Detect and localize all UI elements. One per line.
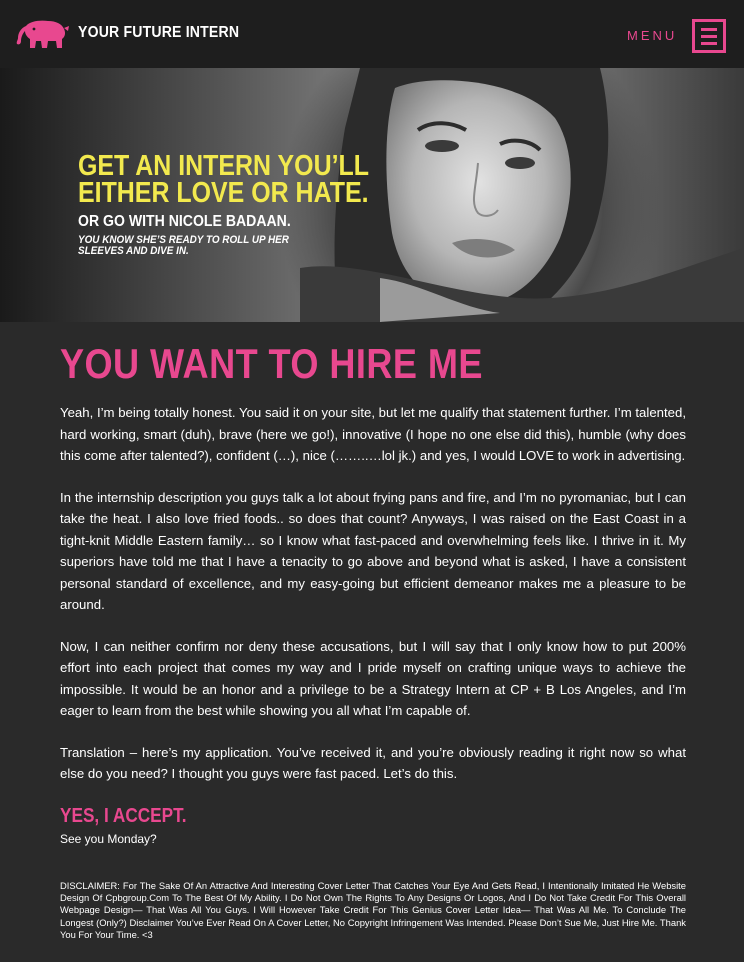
hero-title-line-2: EITHER LOVE OR HATE. <box>78 177 369 209</box>
hero-tagline: YOU KNOW SHE’S READY TO ROLL UP HER SLEEVES AND DIVE IN. <box>78 234 289 257</box>
paragraph: Yeah, I’m being totally honest. You said it on your site, but let me qualify that statement further. I’m talented, hard working, smart (duh), brave (here we go!), innovative (I hope no one else did this), humble (why does this come after talented?), confident (…), nice (……..…lol jk.) and yes, I would LOVE to work in advertising. <box>60 405 686 463</box>
elephant-icon[interactable] <box>14 18 70 50</box>
hero-subtitle: OR GO WITH NICOLE BADAAN. <box>78 213 291 230</box>
hero-title-line-1: GET AN INTERN YOU’LL <box>78 150 369 182</box>
menu-label[interactable]: MENU <box>627 28 678 43</box>
accept-heading: YES, I ACCEPT. <box>60 804 187 827</box>
hero-title <box>78 150 388 209</box>
closing-line: See you Monday? <box>60 831 157 846</box>
menu-bar-middle <box>701 35 717 38</box>
paragraph: In the internship description you guys talk a lot about frying pans and fire, and I’m no pyromaniac, but I can take the heat. I also love fried foods.. so does that count? Anyways, I was raised on the East Coast in a tight-knit Middle Eastern family… so I know what fast-paced and overwhelming feels like. I thrive in it. My superiors have told me that I have a tenacity to go above and beyond what is asked, I have a consistent personal standard of excellence, and my easy-going but efficient demeanor makes me a pleasure to be around. <box>60 489 686 612</box>
brand-name[interactable]: YOUR FUTURE INTERN <box>78 24 240 41</box>
hero-banner <box>0 68 744 322</box>
page-heading: YOU WANT TO HIRE ME <box>60 340 483 387</box>
menu-icon[interactable] <box>692 19 726 53</box>
main-content <box>60 340 686 846</box>
top-navigation-bar <box>0 0 744 68</box>
menu-bar-top <box>701 28 717 31</box>
menu-bar-bottom <box>701 42 717 45</box>
disclaimer-text: DISCLAIMER: For The Sake Of An Attractive And Interesting Cover Letter That Catches Your Eye And Gets Read, I Intentionally Imitated He Website Design Of Cpbgroup.Com To The Best Of My Ability. I Do Not Own The Rights To Any Designs Or Logos, And I Do Not Take Credit For This Overall Webpage Design— That Was All You Guys. I Will However Take Credit For This Genius Cover Letter Idea— That Was All Me. To Conclude The Longest (Only?) Disclaimer You’ve Ever Read On A Cover Letter, No Copyright Infringement Was Intended. Please Don’t Sue Me, Just Hire Me. Thank You For Your Time. <3 <box>60 880 686 940</box>
paragraph: Translation – here’s my application. You’ve received it, and you’re obviously reading it right now so what else do you need? I thought you guys were fast paced. Let’s do this. <box>60 744 686 781</box>
paragraph: Now, I can neither confirm nor deny these accusations, but I will say that I only know how to put 200% effort into each project that comes my way and I pride myself on crafting unique ways to achieve the impossible. It would be an honor and a privilege to be a Strategy Intern at CP + B Los Angeles, and I’m eager to learn from the best while showing you all what I’m capable of. <box>60 638 686 718</box>
